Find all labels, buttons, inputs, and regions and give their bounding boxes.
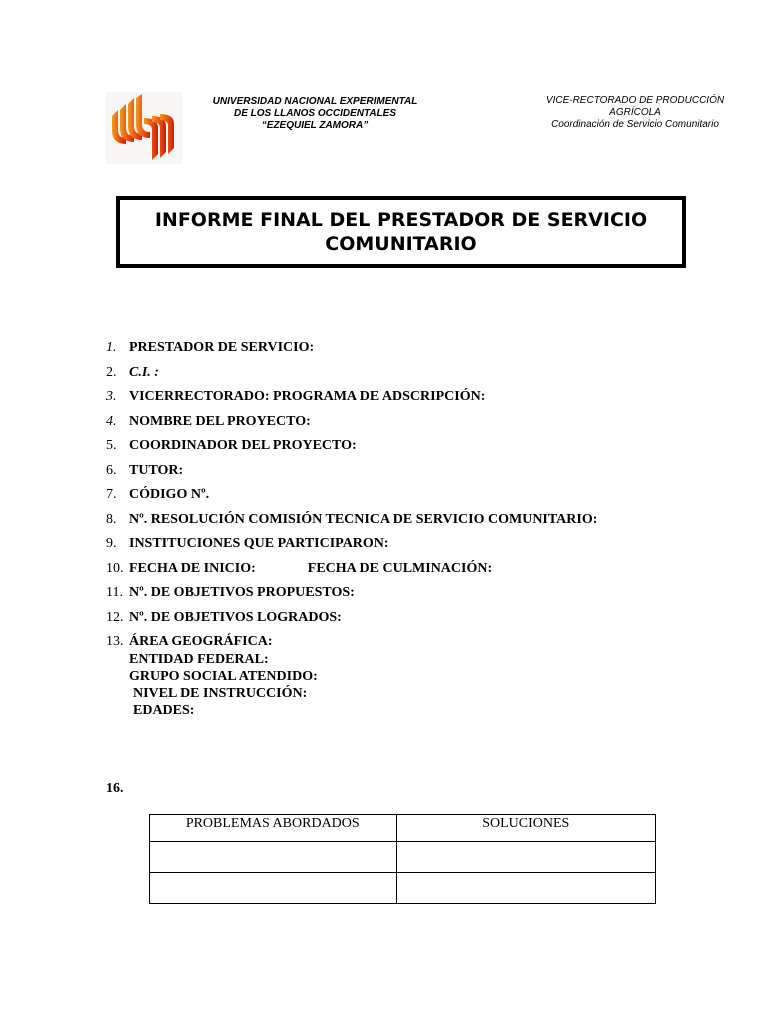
item-number: 10.: [106, 560, 124, 576]
list-item: [106, 536, 726, 561]
table-cell: [150, 873, 397, 904]
list-item: [106, 414, 726, 439]
vice-rectorate-name: [520, 95, 750, 131]
table-cell: [396, 873, 655, 904]
list-item: [106, 610, 726, 635]
item-label: INSTITUCIONES QUE PARTICIPARON:: [129, 536, 389, 551]
item-number: 11.: [106, 585, 123, 600]
list-item: [106, 438, 726, 463]
item-label: NOMBRE DEL PROYECTO:: [129, 413, 311, 429]
item-number: 9.: [106, 536, 117, 551]
university-logo: [106, 92, 182, 164]
item-label: VICERRECTORADO: PROGRAMA DE ADSCRIPCIÓN:: [129, 389, 486, 404]
item-number: 3.: [106, 389, 117, 404]
item-number: 12.: [106, 609, 124, 625]
table-cell: [150, 842, 397, 873]
header-left-line: “EZEQUIEL ZAMORA”: [261, 120, 369, 131]
document-title-box: [116, 196, 686, 268]
item-number: 13.: [106, 634, 124, 649]
item-label: PRESTADOR DE SERVICIO:: [129, 340, 315, 355]
item-number: 7.: [106, 487, 117, 502]
sub-item-label: GRUPO SOCIAL ATENDIDO:: [129, 669, 318, 684]
item-label: Nº. DE OBJETIVOS PROPUESTOS:: [129, 585, 355, 600]
header-right-line: VICE-RECTORADO DE PRODUCCIÓN: [545, 95, 725, 106]
table-header-row: [150, 815, 656, 842]
table-row: [150, 842, 656, 873]
list-item: [106, 340, 726, 365]
item-label-end-date: FECHA DE CULMINACIÓN:: [307, 560, 493, 576]
sub-item-label: EDADES:: [133, 703, 195, 718]
title-line: INFORME FINAL DEL PRESTADOR DE SERVICIO: [154, 209, 648, 231]
university-name: [190, 96, 440, 132]
item-16-number: 16.: [106, 781, 124, 796]
item-label-start-date: FECHA DE INICIO:: [129, 560, 256, 576]
item-number: 6.: [106, 462, 117, 478]
sub-item-label: NIVEL DE INSTRUCCIÓN:: [133, 686, 308, 701]
item-label: Nº. RESOLUCIÓN COMISIÓN TECNICA DE SERVICIO COMUNITARIO:: [129, 511, 598, 527]
item-label: ÁREA GEOGRÁFICA:: [129, 634, 273, 649]
sub-item-label: ENTIDAD FEDERAL:: [129, 652, 269, 667]
list-item: [106, 365, 726, 390]
header-left-line: DE LOS LLANOS OCCIDENTALES: [233, 108, 397, 119]
item-number: 5.: [106, 438, 117, 453]
item-number: 1.: [106, 340, 117, 355]
list-item: [106, 389, 726, 414]
list-item: [106, 463, 726, 488]
item-label: COORDINADOR DEL PROYECTO:: [129, 438, 357, 453]
item-number: 2.: [106, 364, 117, 380]
title-line: COMUNITARIO: [325, 233, 477, 255]
column-header-problems: PROBLEMAS ABORDADOS: [150, 815, 397, 842]
table-cell: [396, 842, 655, 873]
document-title: [155, 208, 647, 256]
list-item: [106, 585, 726, 610]
item-number: 4.: [106, 413, 117, 429]
item-label: CÓDIGO Nº.: [129, 487, 210, 502]
item-label: TUTOR:: [129, 462, 184, 478]
form-field-list: [106, 340, 726, 719]
header-left-line: UNIVERSIDAD NACIONAL EXPERIMENTAL: [212, 96, 418, 107]
list-item: [106, 561, 726, 586]
header-right-line: AGRÍCOLA: [609, 107, 661, 118]
column-header-solutions: SOLUCIONES: [396, 815, 655, 842]
item-number: 8.: [106, 511, 117, 527]
item-label: Nº. DE OBJETIVOS LOGRADOS:: [129, 609, 342, 625]
table-row: [150, 873, 656, 904]
list-item: [106, 487, 726, 512]
list-item: [106, 512, 726, 537]
item-label: C.I. :: [129, 364, 159, 380]
problems-solutions-table: [149, 814, 656, 904]
list-item: [106, 634, 726, 651]
header-right-line: Coordinación de Servicio Comunitario: [551, 119, 719, 130]
